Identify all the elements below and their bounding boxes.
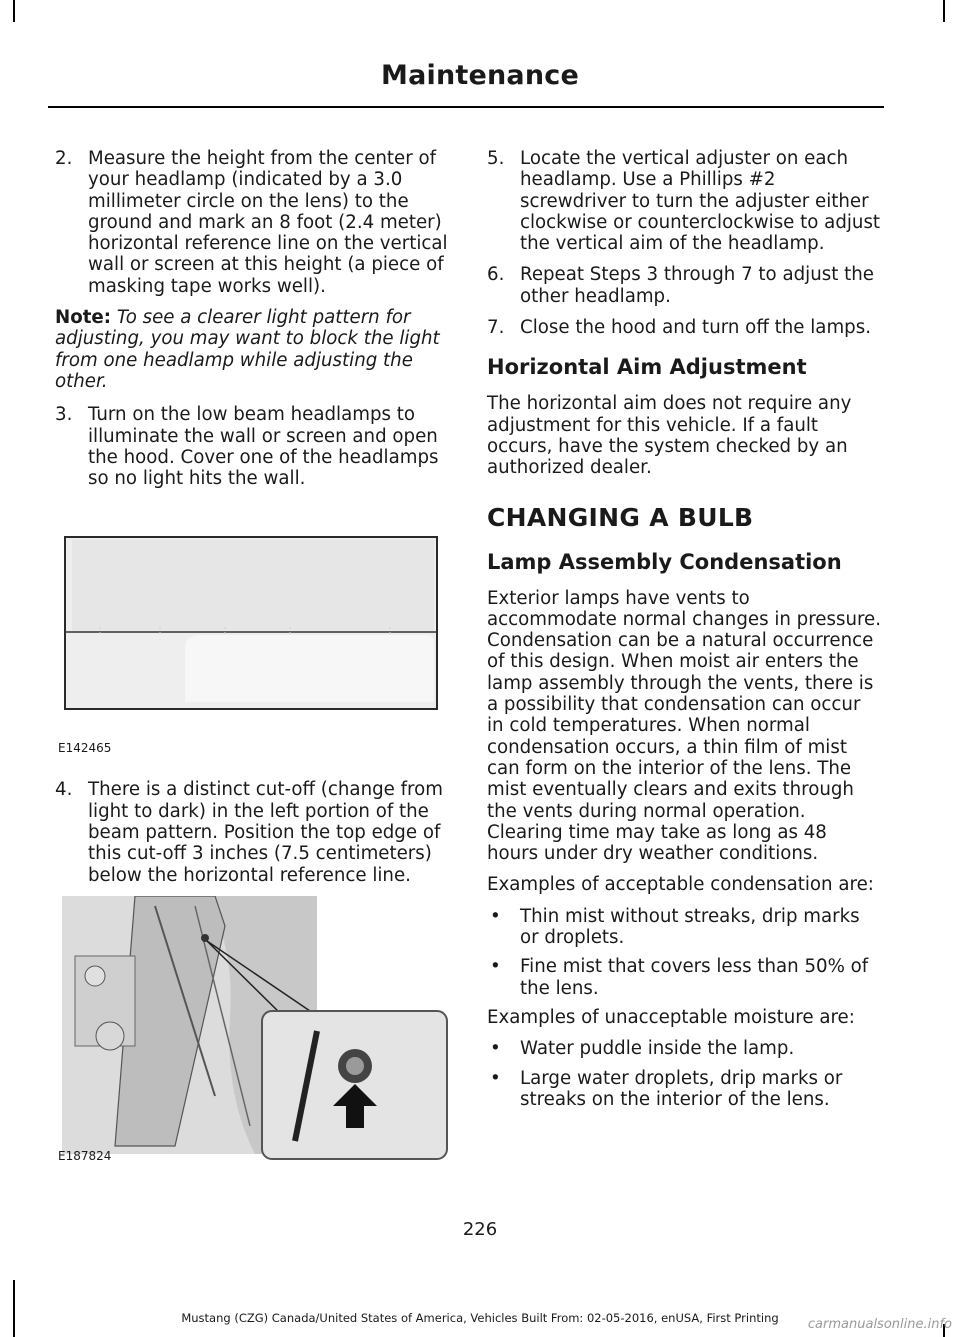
list-item [487, 1038, 882, 1059]
step-number: 2. [55, 148, 73, 169]
page-number: 226 [462, 1219, 498, 1240]
paragraph-condensation: Exterior lamps have vents to accommodate normal changes in pressure. Condensation can be a natural occurrence of this design. When moist air enters the lamp assembly through the vents, there is a possibility that condensation can occur in cold temperatures. When normal condensation occurs, a thin film of mist can form on the interior of the lens. The mist eventually clears and exits through the vents during normal operation. Clearing time may take as long as 48 hours under dry weather conditions. [487, 587, 882, 865]
unacceptable-intro: Examples of unacceptable moisture are: [487, 1006, 855, 1028]
crop-mark-top-right [943, 0, 945, 22]
list-item-text: Water puddle inside the lamp. [520, 1038, 795, 1060]
step-text: Repeat Steps 3 through 7 to adjust the other headlamp. [520, 264, 874, 307]
figure-code: E142465 [58, 741, 112, 756]
section-heading-horizontal-aim: Horizontal Aim Adjustment [487, 355, 807, 380]
list-item-text: Fine mist that covers less than 50% of the lens. [520, 956, 869, 999]
list-item [487, 1068, 882, 1111]
note-text: To see a clearer light pattern for adjusting, you may want to block the light from one headlamp while adjusting the other. [55, 307, 440, 392]
page-title: Maintenance [381, 60, 579, 91]
list-item [487, 956, 882, 999]
step-7 [487, 317, 882, 338]
step-3 [55, 404, 450, 489]
step-5 [487, 148, 882, 254]
section-heading-condensation: Lamp Assembly Condensation [487, 549, 842, 574]
figure-code: E187824 [58, 1148, 112, 1163]
adjuster-location-figure [55, 896, 450, 1168]
note [55, 307, 450, 392]
step-text: Turn on the low beam headlamps to illuminate the wall or screen and open the hood. Cover one of the headlamps so no light hits the wall. [88, 404, 439, 490]
list-item-text: Thin mist without streaks, drip marks or droplets. [520, 905, 860, 949]
paragraph-horizontal-aim: The horizontal aim does not require any adjustment for this vehicle. If a fault occurs, have the system checked by an authorized dealer. [487, 393, 852, 479]
step-4 [55, 779, 450, 885]
bullet-icon: • [490, 956, 501, 978]
step-text: Measure the height from the center of your headlamp (indicated by a 3.0 millimeter circle on the lens) to the ground and mark an 8 foot (2.4 meter) horizontal reference line on the vertical wall or screen at this height (a piece of masking tape works well). [88, 148, 448, 297]
bullet-icon: • [490, 905, 501, 927]
step-text: There is a distinct cut-off (change from light to dark) in the left portion of the beam pattern. Position the top edge of this cut-off 3 inches (7.5 centimeters) below the horizontal reference line. [88, 779, 443, 886]
acceptable-intro: Examples of acceptable condensation are: [487, 874, 874, 896]
step-number: 3. [55, 404, 73, 426]
step-2 [55, 148, 450, 297]
step-number: 7. [487, 317, 505, 339]
chapter-heading-changing-bulb: CHANGING A BULB [487, 502, 754, 532]
headlamp-adjuster-illustration [55, 896, 450, 1168]
right-column [487, 148, 882, 1118]
bullet-icon: • [490, 1038, 501, 1060]
step-text: Close the hood and turn off the lamps. [520, 317, 871, 339]
crop-mark-top-left [13, 0, 15, 22]
list-item-text: Large water droplets, drip marks or streaks on the interior of the lens. [520, 1067, 843, 1110]
bullet-icon: • [490, 1067, 501, 1089]
crop-mark-bottom-left [13, 1280, 15, 1337]
left-column [55, 148, 450, 1168]
watermark: carmanualsonline.info [807, 1317, 952, 1332]
beam-pattern-figure [55, 507, 450, 779]
step-number: 6. [487, 264, 505, 286]
beam-pattern-illustration [55, 507, 450, 757]
footer-text: Mustang (CZG) Canada/United States of America, Vehicles Built From: 02-05-2016, enUSA, First Printing [181, 1311, 779, 1325]
step-6 [487, 264, 882, 307]
step-text: Locate the vertical adjuster on each headlamp. Use a Phillips #2 screwdriver to turn the adjuster either clockwise or counterclockwise to adjust the vertical aim of the headlamp. [520, 148, 881, 255]
step-number: 4. [55, 779, 73, 801]
header-rule [48, 106, 884, 108]
list-item [487, 906, 882, 949]
step-number: 5. [487, 148, 505, 169]
note-label: Note: [55, 307, 112, 329]
